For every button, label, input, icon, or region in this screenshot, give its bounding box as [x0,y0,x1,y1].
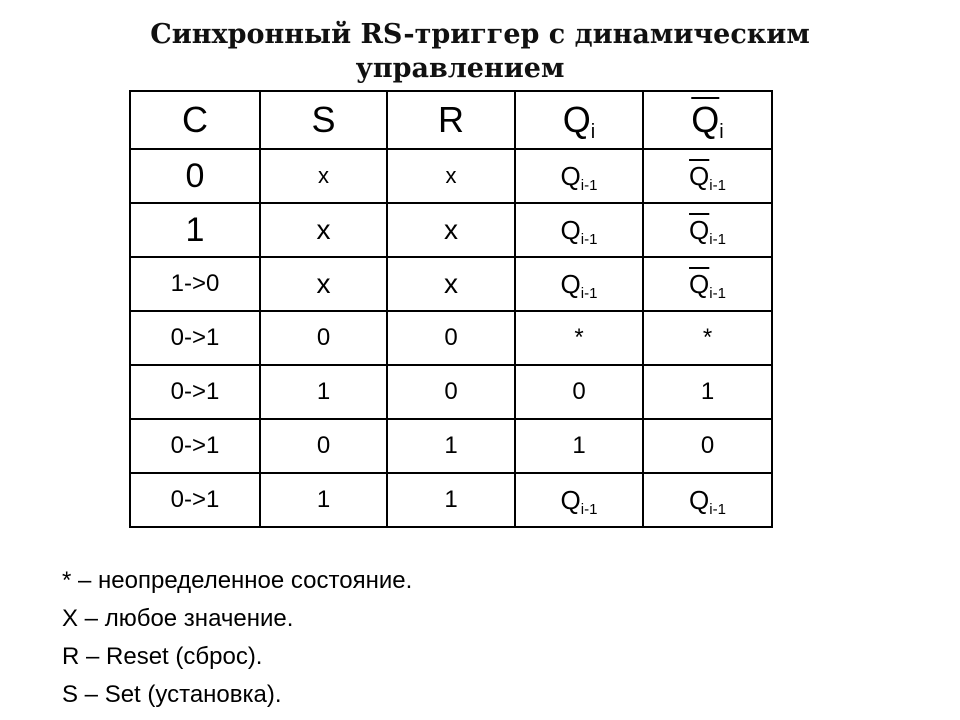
header-q-letter: Q [562,99,591,140]
cell-qn-letter: $\overline{Q}$ [689,268,710,299]
cell-qn-letter: $\overline{Q}$ [689,214,710,245]
cell-q-inverted [643,149,772,203]
header-c: C [130,91,260,149]
cell-r: 1 [387,473,515,527]
cell-s: x [260,203,387,257]
cell-q [515,203,643,257]
truth-table [129,90,773,528]
legend-item: S – Set (установка). [62,681,282,708]
cell-c: 1->0 [130,257,260,311]
cell-s: 0 [260,311,387,365]
cell-q-subscript: i-1 [580,500,598,518]
cell-q [515,257,643,311]
cell-q-letter: Q [560,214,581,245]
cell-r: x [387,257,515,311]
header-q [515,91,643,149]
cell-qn-letter: $\overline{Q}$ [689,160,710,191]
table-row [130,365,772,419]
header-q-inverted [643,91,772,149]
cell-q-inverted: 0 [643,419,772,473]
cell-c: 1 [130,203,260,257]
cell-q-inverted [643,203,772,257]
cell-q-inverted [643,257,772,311]
table-header-row [130,91,772,149]
cell-q: * [515,311,643,365]
cell-r: 0 [387,311,515,365]
cell-q-subscript: i-1 [580,176,598,194]
table-row [130,419,772,473]
legend [62,562,412,714]
cell-s: 1 [260,365,387,419]
cell-q-letter: Q [560,484,581,515]
cell-s: 0 [260,419,387,473]
cell-q-letter: Q [560,268,581,299]
header-qn-letter: $\overline{Q}$ [691,99,720,140]
legend-item: R – Reset (сброс). [62,643,263,670]
cell-s: x [260,149,387,203]
cell-s: 1 [260,473,387,527]
table-row [130,473,772,527]
cell-r: x [387,149,515,203]
cell-q: 0 [515,365,643,419]
cell-q-subscript: i-1 [580,284,598,302]
cell-r: 1 [387,419,515,473]
cell-c: 0->1 [130,419,260,473]
cell-q [515,473,643,527]
cell-c: 0->1 [130,365,260,419]
cell-q-letter: Q [560,160,581,191]
legend-item: X – любое значение. [62,605,294,632]
cell-r: x [387,203,515,257]
header-qn-subscript: i [719,121,724,143]
header-s: S [260,91,387,149]
cell-q-inverted: 1 [643,365,772,419]
cell-qn-subscript: i-1 [709,230,726,248]
cell-q-inverted [643,473,772,527]
cell-r: 0 [387,365,515,419]
cell-q-inverted: * [643,311,772,365]
cell-c: 0->1 [130,473,260,527]
table-row [130,257,772,311]
table-row [130,203,772,257]
cell-c: 0 [130,149,260,203]
cell-qn-subscript: i-1 [709,176,726,194]
cell-q [515,149,643,203]
title-line-2: управлением [355,53,565,84]
legend-item: * – неопределенное состояние. [62,567,413,594]
cell-qn-letter: Q [689,484,710,515]
table-row [130,311,772,365]
header-r: R [387,91,515,149]
cell-q-subscript: i-1 [580,230,598,248]
cell-qn-subscript: i-1 [709,284,726,302]
table-row [130,149,772,203]
cell-s: x [260,257,387,311]
slide-title [0,18,960,86]
cell-qn-subscript: i-1 [709,500,726,518]
header-q-subscript: i [590,121,596,143]
title-line-1: Синхронный RS-триггер с динамическим [150,19,810,50]
cell-q: 1 [515,419,643,473]
cell-c: 0->1 [130,311,260,365]
